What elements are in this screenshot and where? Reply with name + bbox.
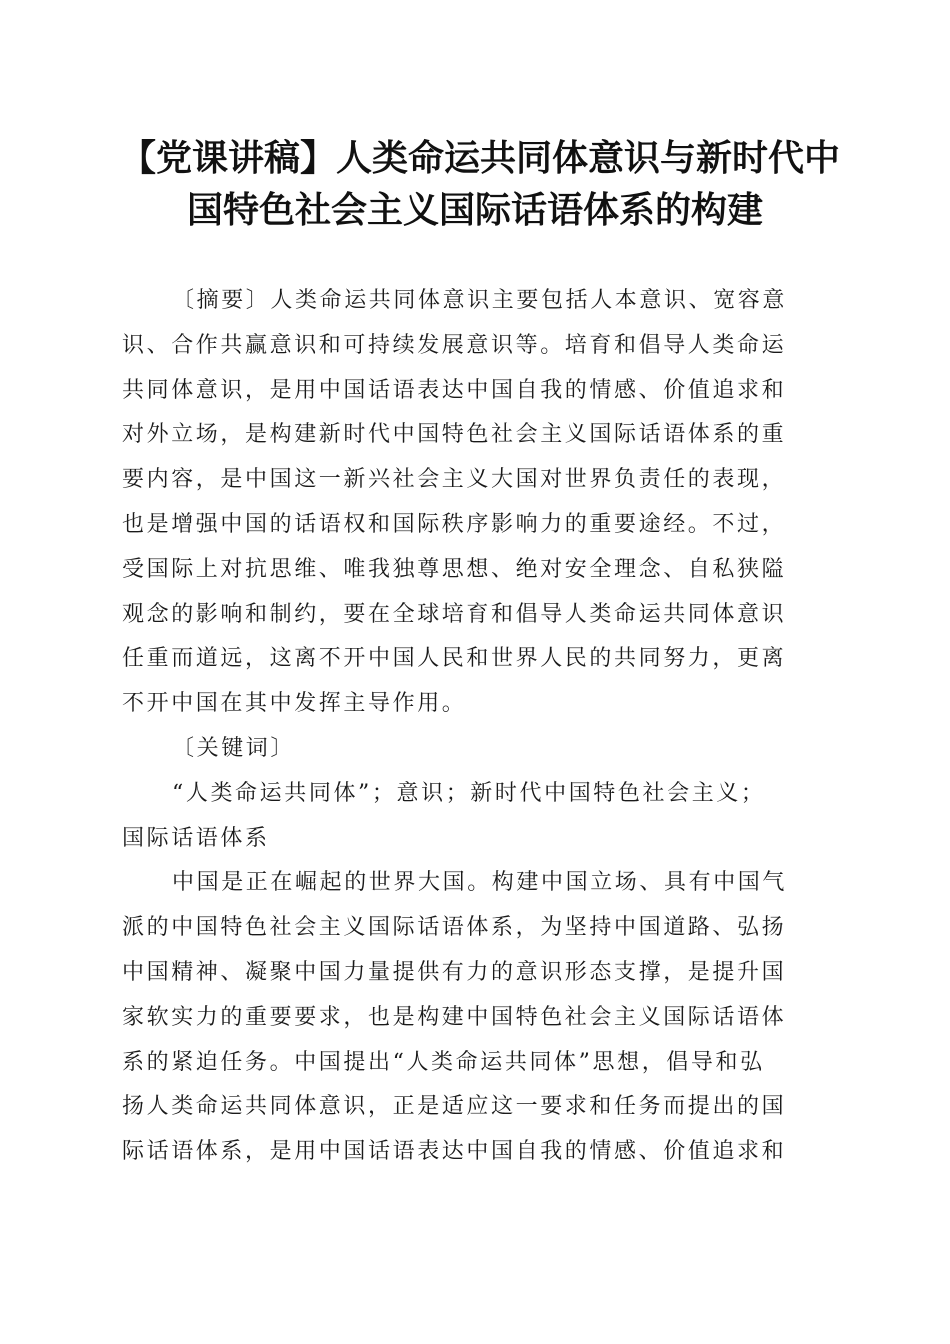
document-title <box>120 132 841 236</box>
title-line: 国特色社会主义国际话语体系的构建 <box>186 189 763 231</box>
text-line: 〔摘要〕人类命运共同体意识主要包括人本意识、宽容意 <box>172 288 788 313</box>
keywords-heading: 〔关键词〕 <box>172 735 296 761</box>
text-line: 受国际上对抗思维、唯我独尊思想、绝对安全理念、自私狭隘 <box>122 556 787 582</box>
title-line: 【党课讲稿】人类命运共同体意识与新时代中 <box>120 137 841 179</box>
text-line: 任重而道远，这离不开中国人民和世界人民的共同努力，更离 <box>122 646 787 672</box>
text-line: 识、合作共赢意识和可持续发展意识等。培育和倡导人类命运 <box>122 332 787 358</box>
text-line: 观念的影响和制约，要在全球培育和倡导人类命运共同体意识 <box>122 601 787 627</box>
text-line: 不开中国在其中发挥主导作用。 <box>122 691 467 717</box>
text-line: “人类命运共同体”；意识；新时代中国特色社会主义； <box>172 780 766 806</box>
intro-paragraph <box>122 861 828 1175</box>
text-line: 扬人类命运共同体意识，正是适应这一要求和任务而提出的国 <box>122 1094 787 1120</box>
keywords-paragraph <box>122 772 828 862</box>
text-line: 共同体意识，是用中国话语表达中国自我的情感、价值追求和 <box>122 377 787 403</box>
keywords-heading-paragraph <box>122 727 828 772</box>
text-line: 也是增强中国的话语权和国际秩序影响力的重要途经。不过， <box>122 511 787 537</box>
text-line: 中国是正在崛起的世界大国。构建中国立场、具有中国气 <box>172 870 788 896</box>
text-line: 中国精神、凝聚中国力量提供有力的意识形态支撑，是提升国 <box>122 959 787 985</box>
document-body <box>122 279 828 1175</box>
text-line: 际话语体系，是用中国话语表达中国自我的情感、价值追求和 <box>122 1139 787 1165</box>
text-line: 国际话语体系 <box>122 825 270 851</box>
abstract-paragraph <box>122 279 828 727</box>
text-line: 家软实力的重要要求，也是构建中国特色社会主义国际话语体 <box>122 1004 787 1030</box>
text-line: 派的中国特色社会主义国际话语体系，为坚持中国道路、弘扬 <box>122 915 787 941</box>
text-line: 要内容，是中国这一新兴社会主义大国对世界负责任的表现， <box>122 467 787 493</box>
text-line: 系的紧迫任务。中国提出“人类命运共同体”思想，倡导和弘 <box>122 1049 765 1075</box>
text-line: 对外立场，是构建新时代中国特色社会主义国际话语体系的重 <box>122 422 787 448</box>
